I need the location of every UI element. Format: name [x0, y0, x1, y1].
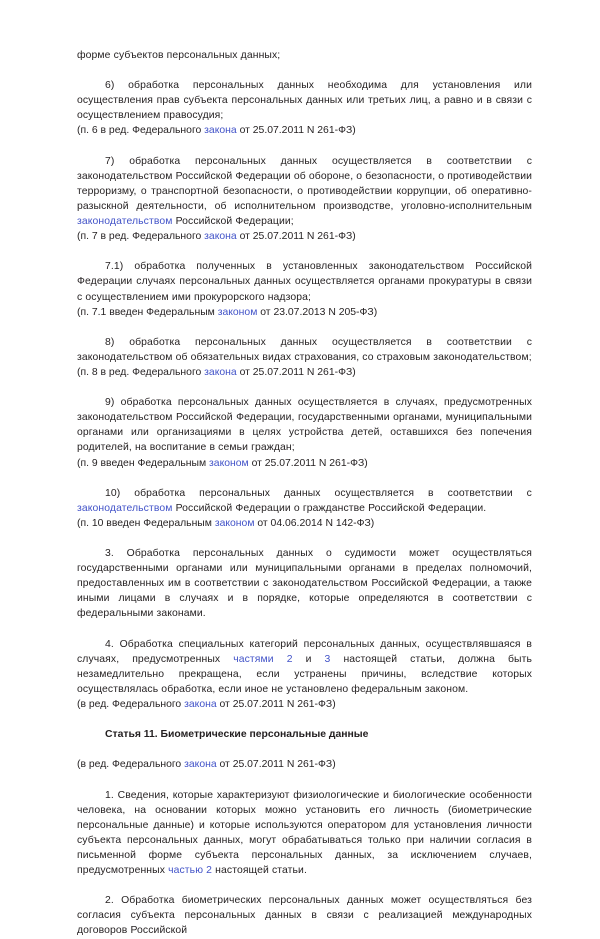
- paragraph-text-after-link: Российской Федерации о гражданстве Российской Федерации.: [172, 502, 487, 514]
- paragraph-text-before-link: 1. Сведения, которые характеризуют физиологические и биологические особенности человека, на основании которых можно установить его личность (биометрические персональные данные) и которые используются оператором для установления личности субъекта персональных данных, могут обрабатываться только при наличии согласия в письменной форме субъекта персональных данных, за исключением случаев, предусмотренных: [77, 789, 532, 877]
- spacer: [77, 712, 532, 727]
- note-suffix: от 25.07.2011 N 261-ФЗ): [216, 759, 336, 771]
- paragraph-article-11-part-1: [77, 788, 532, 879]
- paragraph-item-6: 6) обработка персональных данных необходима для установления или осуществления прав субъекта персональных данных или третьих лиц, а равно и в связи с осуществлением правосудия;: [77, 80, 532, 122]
- paragraph-item-9: 9) обработка персональных данных осуществляется в случаях, предусмотренных законодательством Российской Федерации, государственными органами, муниципальными органами или организациями в целях устройства детей, оставшихся без попечения родителей, на воспитание в семьи граждан;: [77, 397, 532, 454]
- note-prefix: (п. 10 введен Федеральным: [77, 517, 215, 529]
- law-link[interactable]: законом: [214, 517, 255, 529]
- note-part-4: [77, 697, 532, 712]
- paragraph-article-11-part-2: 2. Обработка биометрических персональных данных может осуществляться без согласия субъекта персональных данных в связи с реализацией международных договоров Российской: [77, 895, 532, 937]
- spacer: [77, 63, 532, 78]
- note-item-8: [77, 365, 532, 380]
- note-suffix: от 25.07.2011 N 261-ФЗ): [236, 125, 356, 137]
- law-link[interactable]: закона: [204, 231, 237, 243]
- note-suffix: от 25.07.2011 N 261-ФЗ): [248, 457, 368, 469]
- note-item-10: [77, 516, 532, 531]
- law-link[interactable]: законом: [209, 457, 249, 469]
- spacer: [77, 531, 532, 546]
- note-prefix: (в ред. Федерального: [77, 699, 185, 711]
- part-2-link[interactable]: частями 2: [233, 653, 293, 665]
- spacer: [77, 742, 532, 757]
- note-item-6: [77, 123, 532, 138]
- note-prefix: (в ред. Федерального: [77, 759, 185, 771]
- paragraph-text-after-link: Российской Федерации;: [172, 216, 294, 228]
- note-prefix: (п. 9 введен Федеральным: [77, 457, 210, 469]
- law-link[interactable]: закона: [204, 125, 237, 137]
- spacer: [77, 139, 532, 154]
- paragraph-segment-3: настоящей статьи, должна быть незамедлительно прекращена, если устранены причины, вследствие которых осуществлялась обработка, если иное не установлено федеральным законом.: [77, 653, 532, 695]
- paragraph-text-before-link: 10) обработка персональных данных осуществляется в соответствии с: [105, 487, 532, 499]
- note-article-11: [77, 757, 532, 772]
- note-suffix: от 25.07.2011 N 261-ФЗ): [216, 699, 336, 711]
- legislation-link[interactable]: законодательством: [77, 216, 173, 228]
- part-2-link[interactable]: частью 2: [168, 865, 213, 877]
- paragraph-part-4: [77, 637, 532, 697]
- spacer: [77, 320, 532, 335]
- spacer: [77, 622, 532, 637]
- paragraph-item-10: [77, 486, 532, 516]
- paragraph-segment-2: и: [292, 653, 325, 665]
- note-suffix: от 23.07.2013 N 205-ФЗ): [257, 306, 378, 318]
- note-prefix: (п. 6 в ред. Федерального: [77, 125, 205, 137]
- note-prefix: (п. 8 в ред. Федерального: [77, 366, 205, 378]
- spacer: [77, 773, 532, 788]
- paragraph-segment-1: 4. Обработка специальных категорий персональных данных, осуществлявшаяся в случаях, предусмотренных: [77, 638, 532, 665]
- spacer: [77, 471, 532, 486]
- spacer: [77, 878, 532, 893]
- paragraph-text-after-link: настоящей статьи.: [212, 865, 307, 877]
- spacer: [77, 244, 532, 259]
- note-item-7: [77, 229, 532, 244]
- paragraph-part-3: 3. Обработка персональных данных о судимости может осуществляться государственными органами или муниципальными органами в пределах полномочий, предоставленных им в соответствии с законодательством Российской Федерации, а также иными лицами в случаях и в порядке, которые определяются в соответствии с федеральными законами.: [77, 548, 532, 620]
- note-suffix: от 04.06.2014 N 142-ФЗ): [254, 517, 375, 529]
- article-11-heading: Статья 11. Биометрические персональные данные: [105, 729, 369, 741]
- note-suffix: от 25.07.2011 N 261-ФЗ): [236, 366, 356, 378]
- law-link[interactable]: законом: [217, 306, 258, 318]
- part-3-link[interactable]: 3: [324, 653, 331, 665]
- note-prefix: (п. 7 в ред. Федерального: [77, 231, 205, 243]
- note-prefix: (п. 7.1 введен Федеральным: [77, 306, 218, 318]
- legislation-link[interactable]: законодательством: [77, 502, 173, 514]
- law-link[interactable]: закона: [204, 366, 237, 378]
- note-item-7-1: [77, 305, 532, 320]
- paragraph-item-7-1: 7.1) обработка полученных в установленных законодательством Российской Федерации случаях персональных данных осуществляется органами прокуратуры в связи с осуществлением ими прокурорского надзора;: [77, 261, 532, 303]
- law-link[interactable]: закона: [184, 759, 217, 771]
- note-item-9: [77, 456, 532, 471]
- document-body: [77, 48, 532, 939]
- paragraph-item-8: 8) обработка персональных данных осуществляется в соответствии с законодательством об обязательных видах страхования, со страховым законодательством;: [77, 336, 532, 363]
- paragraph-text-before-link: 7) обработка персональных данных осуществляется в соответствии с законодательством Российской Федерации об обороне, о безопасности, о противодействии терроризму, о транспортной безопасности, о противодействии коррупции, об оперативно-разыскной деятельности, об исполнительном производстве, уголовно-исполнительным: [77, 155, 533, 212]
- paragraph-continuation: форме субъектов персональных данных;: [77, 50, 281, 61]
- paragraph-item-7: [77, 154, 532, 229]
- spacer: [77, 380, 532, 395]
- law-link[interactable]: закона: [184, 699, 217, 711]
- note-suffix: от 25.07.2011 N 261-ФЗ): [236, 231, 356, 243]
